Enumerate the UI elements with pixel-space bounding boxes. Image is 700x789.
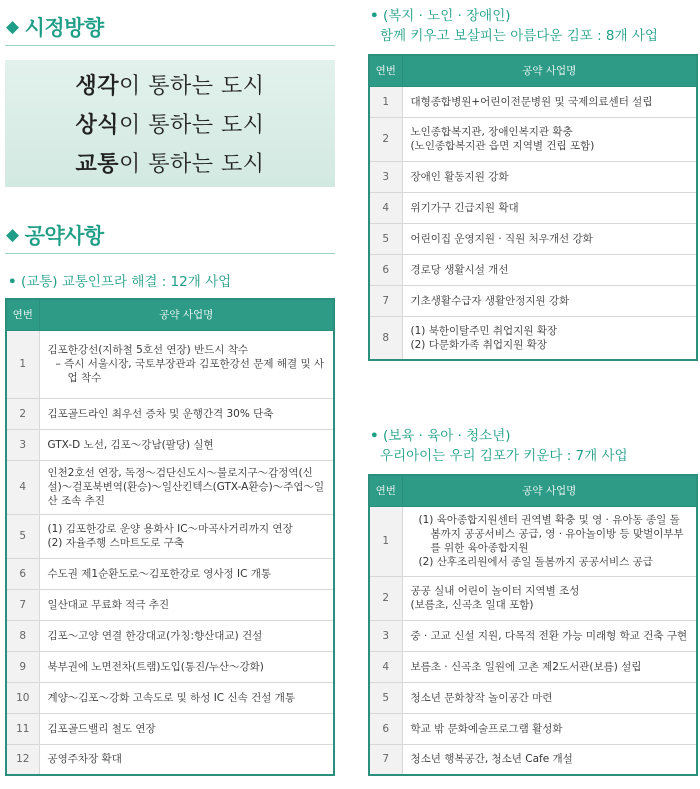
project-name [402, 285, 697, 316]
table-row [369, 161, 697, 192]
traffic-table [5, 298, 335, 776]
row-number: 8 [369, 316, 402, 360]
project-line: 청소년 문화창작 놀이공간 마련 [410, 691, 553, 704]
project-line: 인천2호선 연장, 독정～검단신도시～불로지구～감정역(신설)～걸포북변역(환승)～일산킨텍스(GTX-A환승)～주엽～일산 조속 추진 [47, 467, 325, 507]
table-row [369, 223, 697, 254]
project-name [39, 558, 334, 589]
project-line: 장애인 활동지원 강화 [410, 170, 509, 183]
project-line: (2) 산후조리원에서 종일 돌봄까지 공공서비스 공급 [418, 556, 653, 568]
row-number: 3 [369, 161, 402, 192]
project-line: 위기가구 긴급지원 확대 [410, 201, 519, 214]
table-row [6, 651, 334, 682]
project-line: 공영주차장 확대 [47, 753, 122, 766]
project-line: 김포한강선(지하철 5호선 연장) 반드시 착수 [47, 344, 249, 356]
project-line: 김포～고양 연결 한강대교(가칭:향산대교) 건설 [47, 629, 263, 642]
project-name [402, 117, 697, 161]
row-number: 4 [369, 192, 402, 223]
table-row [6, 514, 334, 558]
table-row [369, 682, 697, 713]
row-number: 6 [369, 254, 402, 285]
vision-line-2: 상식이 통하는 도시 [75, 113, 265, 138]
project-name [39, 713, 334, 744]
table-row [369, 285, 697, 316]
row-number: 6 [369, 713, 402, 744]
project-line: 대형종합병원+어린이전문병원 및 국제의료센터 설립 [410, 95, 653, 108]
project-name [402, 744, 697, 775]
project-line: 김포골드밸리 철도 연장 [47, 722, 156, 735]
row-number: 7 [6, 589, 39, 620]
project-line: (2) 자율주행 스마트도로 구축 [47, 537, 184, 549]
pledges-heading [6, 220, 104, 250]
project-line: 중 · 고교 신설 지원, 다목적 전환 가능 미래형 학교 건축 구현 [410, 629, 688, 642]
row-number: 3 [369, 620, 402, 651]
row-number: 7 [369, 285, 402, 316]
welfare-subhead: • (복지 · 노인 · 장애인) 함께 키우고 보살피는 아름다운 김포 : 8개 사업 [370, 8, 658, 44]
project-line: 기초생활수급자 생활안정지원 강화 [410, 294, 570, 307]
project-line: (보름초, 신곡초 일대 포함) [410, 599, 534, 611]
table-row [6, 460, 334, 514]
table-row [369, 254, 697, 285]
project-line: (2) 다문화가족 취업지원 확장 [410, 338, 547, 351]
row-number: 2 [369, 576, 402, 620]
vision-heading-text: 시정방향 [24, 16, 104, 40]
project-name [39, 589, 334, 620]
row-number: 12 [6, 744, 39, 775]
col-num-header: 연번 [369, 475, 402, 506]
project-line: 노인종합복지관, 장애인복지관 확충 [410, 126, 573, 138]
project-name [402, 254, 697, 285]
pledges-divider [5, 253, 335, 254]
diamond-icon: ◆ [6, 225, 19, 245]
row-number: 5 [369, 223, 402, 254]
row-number: 1 [6, 330, 39, 398]
project-line: 북부권에 노면전차(트램)도입(통진/누산～강화) [47, 660, 264, 673]
row-number: 10 [6, 682, 39, 713]
table-row [369, 576, 697, 620]
row-number: 4 [6, 460, 39, 514]
row-number: 5 [6, 514, 39, 558]
project-line: – 즉시 서울시장, 국토부장관과 김포한강선 문제 해결 및 사업 착수 [55, 358, 325, 384]
project-line: (1) 김포한강로 운양 용화사 IC～마곡사거리까지 연장 [47, 523, 293, 535]
row-number: 9 [6, 651, 39, 682]
vision-divider [5, 45, 335, 46]
table-row [6, 682, 334, 713]
project-name [39, 330, 334, 398]
vision-line-1: 생각이 통하는 도시 [75, 74, 265, 99]
project-name [402, 713, 697, 744]
project-line: 보름초 · 신곡초 일원에 고촌 제2도서관(보름) 설립 [410, 660, 642, 673]
row-number: 4 [369, 651, 402, 682]
pledges-heading-text: 공약사항 [24, 224, 104, 248]
project-line: GTX-D 노선, 김포～강남(팔당) 실현 [47, 438, 214, 451]
row-number: 5 [369, 682, 402, 713]
vision-box [5, 60, 335, 187]
table-row [369, 713, 697, 744]
project-name [39, 682, 334, 713]
table-row [6, 429, 334, 460]
project-name [402, 576, 697, 620]
row-number: 1 [369, 86, 402, 117]
project-line: 학교 밖 문화예술프로그램 활성화 [410, 722, 563, 735]
traffic-subhead: • (교통) 교통인프라 해결 : 12개 사업 [8, 274, 232, 290]
project-name [39, 651, 334, 682]
table-row [6, 330, 334, 398]
table-row [369, 86, 697, 117]
project-name [39, 460, 334, 514]
col-name-header: 공약 사업명 [39, 299, 334, 330]
table-row [6, 589, 334, 620]
childcare-subhead: • (보육 · 육아 · 청소년) 우리아이는 우리 김포가 키운다 : 7개 사업 [370, 428, 628, 464]
col-name-header: 공약 사업명 [402, 55, 697, 86]
project-line: 김포골드라인 최우선 증차 및 운행간격 30% 단축 [47, 407, 274, 420]
project-name [39, 398, 334, 429]
table-row [369, 744, 697, 775]
project-line: (1) 북한이탈주민 취업지원 확장 [410, 324, 558, 337]
table-row [6, 620, 334, 651]
table-row [369, 316, 697, 360]
row-number: 11 [6, 713, 39, 744]
project-name [402, 161, 697, 192]
table-row [6, 558, 334, 589]
table-row [6, 744, 334, 775]
row-number: 3 [6, 429, 39, 460]
table-row [6, 713, 334, 744]
project-line: 경로당 생활시설 개선 [410, 263, 509, 276]
row-number: 6 [6, 558, 39, 589]
col-num-header: 연번 [369, 55, 402, 86]
project-name [402, 620, 697, 651]
project-name [402, 682, 697, 713]
project-line: (1) 육아종합지원센터 권역별 확충 및 영 · 유아동 종일 돌봄까지 공공서비스 공급, 영 · 유아놀이방 등 맞벌이부부를 위한 육아종합지원 [418, 514, 684, 554]
project-name [402, 223, 697, 254]
welfare-table [368, 54, 698, 361]
row-number: 2 [6, 398, 39, 429]
col-name-header: 공약 사업명 [402, 475, 697, 506]
project-name [39, 429, 334, 460]
table-row [369, 192, 697, 223]
col-num-header: 연번 [6, 299, 39, 330]
row-number: 2 [369, 117, 402, 161]
project-name [402, 86, 697, 117]
table-row [369, 506, 697, 576]
project-line: 청소년 행복공간, 청소년 Cafe 개설 [410, 753, 573, 766]
row-number: 7 [369, 744, 402, 775]
diamond-icon: ◆ [6, 17, 19, 37]
project-name [39, 514, 334, 558]
project-name [402, 651, 697, 682]
table-row [369, 117, 697, 161]
row-number: 1 [369, 506, 402, 576]
project-line: 어린이집 운영지원 · 직원 처우개선 강화 [410, 232, 593, 245]
childcare-table [368, 474, 698, 776]
project-name [39, 744, 334, 775]
project-name [402, 192, 697, 223]
project-line: 계양～김포～강화 고속도로 및 하성 IC 신속 건설 개통 [47, 691, 296, 704]
project-name [39, 620, 334, 651]
project-line: 수도권 제1순환도로～김포한강로 영사정 IC 개통 [47, 567, 272, 580]
vision-line-3: 교통이 통하는 도시 [75, 152, 265, 177]
row-number: 8 [6, 620, 39, 651]
project-name [402, 506, 697, 576]
table-row [369, 651, 697, 682]
project-line: 일산대교 무료화 적극 추진 [47, 598, 170, 611]
table-row [6, 398, 334, 429]
project-name [402, 316, 697, 360]
vision-heading [6, 12, 104, 42]
project-line: 공공 실내 어린이 놀이터 지역별 조성 [410, 585, 580, 597]
table-row [369, 620, 697, 651]
project-line: (노인종합복지관 읍면 지역별 건립 포함) [410, 140, 595, 152]
